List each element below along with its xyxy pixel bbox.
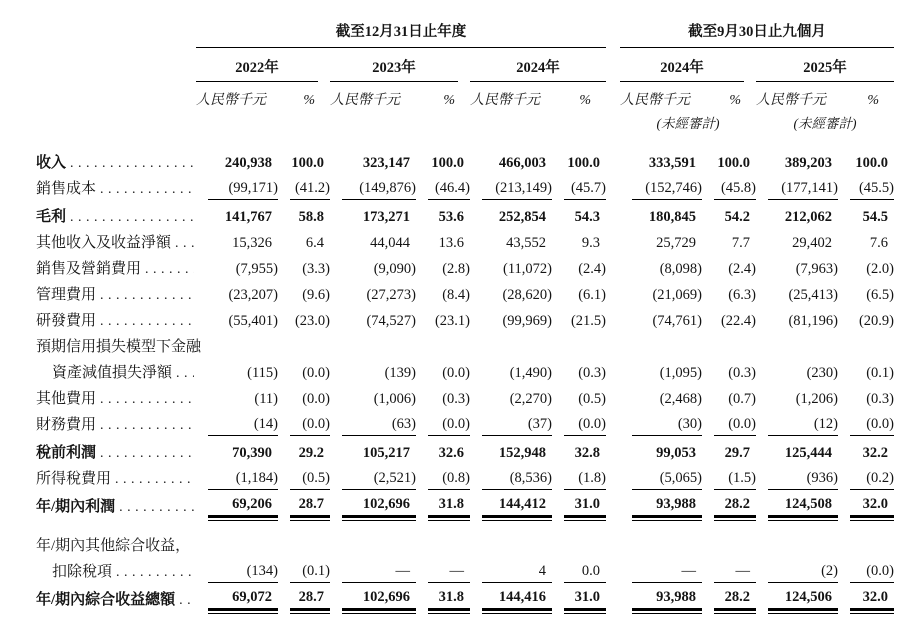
cell-pct-2024: (45.7) <box>564 177 606 200</box>
row-label <box>36 148 196 174</box>
cell-amt-2025: (177,141) <box>768 177 838 200</box>
dot-leader <box>119 500 194 516</box>
dot-leader <box>70 156 194 172</box>
row-label <box>36 228 196 254</box>
cell-amt-2024: (8,536) <box>482 467 552 490</box>
cell-pct-2022: (0.5) <box>290 467 330 490</box>
table-row <box>36 254 913 280</box>
row-label <box>36 464 196 490</box>
cell-amt-2025: (25,413) <box>788 286 838 303</box>
table-header-units-row <box>36 89 913 109</box>
row-label-text: 管理費用 <box>36 286 97 303</box>
cell-amt-2024: 466,003 <box>498 154 546 171</box>
cell-pct-2024: 54.3 <box>574 208 600 225</box>
table-row <box>36 464 913 490</box>
row-label <box>36 254 196 280</box>
row-label <box>36 202 196 228</box>
dot-leader <box>100 446 194 462</box>
cell-amt-2024-9m: 25,729 <box>656 234 696 251</box>
table-row <box>36 557 913 583</box>
table-row <box>36 585 913 611</box>
cell-pct-2023: 53.6 <box>438 208 464 225</box>
cell-pct-2022: 100.0 <box>291 154 324 171</box>
dot-leader <box>176 366 194 382</box>
cell-pct-2024: 32.8 <box>574 444 600 461</box>
cell-pct-2023: 100.0 <box>431 154 464 171</box>
table-row <box>36 306 913 332</box>
cell-amt-2024: (99,969) <box>502 312 552 329</box>
cell-pct-2023: 31.8 <box>428 493 470 518</box>
cell-pct-2023: 13.6 <box>438 234 464 251</box>
cell-amt-2023: (139) <box>384 364 416 381</box>
cell-amt-2025: (936) <box>768 467 838 490</box>
cell-pct-2024: (2.4) <box>578 260 606 277</box>
cell-pct-2022: (23.0) <box>294 312 330 329</box>
cell-amt-2023: (74,527) <box>366 312 416 329</box>
cell-amt-2024-9m: (8,098) <box>659 260 702 277</box>
table-row <box>36 228 913 254</box>
cell-pct-2023: 32.6 <box>438 444 464 461</box>
row-label <box>36 531 196 557</box>
cell-pct-2024-9m: (45.8) <box>714 177 756 200</box>
cell-pct-2024-9m: (1.5) <box>714 467 756 490</box>
cell-pct-2025: 54.5 <box>862 208 888 225</box>
cell-amt-2022: (134) <box>208 560 278 583</box>
cell-amt-2024: (11,072) <box>503 260 552 277</box>
row-label-text: 預期信用損失模型下金融 <box>36 338 202 355</box>
cell-amt-2025: (2) <box>768 560 838 583</box>
row-label-text: 其他收入及收益淨額 <box>36 234 172 251</box>
cell-pct-2024: 31.0 <box>564 493 606 518</box>
cell-amt-2024-9m: 333,591 <box>648 154 696 171</box>
cell-pct-2024: 0.0 <box>564 560 606 583</box>
period-title-annual: 截至12月31日止年度 <box>196 20 606 48</box>
cell-amt-2025: 124,506 <box>768 586 838 611</box>
cell-pct-2024-9m: (6.3) <box>728 286 756 303</box>
cell-amt-2023: 323,147 <box>362 154 410 171</box>
table-row <box>36 174 913 200</box>
table-row <box>36 358 913 384</box>
cell-pct-2025: (0.1) <box>866 364 894 381</box>
row-label <box>36 384 196 410</box>
unit-label: 人民幣千元 <box>756 93 826 108</box>
cell-pct-2024: (21.5) <box>570 312 606 329</box>
cell-pct-2024-9m: (0.0) <box>714 413 756 436</box>
dot-leader <box>179 593 194 609</box>
cell-pct-2022: (0.0) <box>302 364 330 381</box>
unit-label: 人民幣千元 <box>470 93 540 108</box>
cell-pct-2024-9m: 7.7 <box>731 234 750 251</box>
cell-amt-2022: 69,206 <box>208 493 278 518</box>
unaudited-note: (未經審計) <box>656 116 720 131</box>
cell-pct-2024: 9.3 <box>581 234 600 251</box>
cell-amt-2025: 212,062 <box>784 208 832 225</box>
cell-amt-2025: (81,196) <box>788 312 838 329</box>
row-label <box>36 280 196 306</box>
cell-amt-2024-9m: (152,746) <box>632 177 702 200</box>
cell-amt-2024: 4 <box>482 560 552 583</box>
cell-amt-2025: (230) <box>806 364 838 381</box>
year-header-2023: 2023年 <box>330 56 458 82</box>
cell-amt-2022: 70,390 <box>232 444 272 461</box>
cell-amt-2022: (99,171) <box>208 177 278 200</box>
cell-pct-2024-9m: 54.2 <box>724 208 750 225</box>
period-title-nine-months: 截至9月30日止九個月 <box>620 20 894 48</box>
cell-pct-2024-9m: (0.3) <box>728 364 756 381</box>
cell-amt-2024-9m: (74,761) <box>652 312 702 329</box>
row-label-text: 所得稅費用 <box>36 470 112 487</box>
table-header-period-row <box>36 20 913 48</box>
cell-pct-2025: (0.0) <box>850 560 894 583</box>
row-label <box>36 492 196 518</box>
cell-pct-2024: (0.0) <box>564 413 606 436</box>
cell-amt-2024: (213,149) <box>482 177 552 200</box>
row-label <box>36 306 196 332</box>
cell-pct-2023: (0.0) <box>442 364 470 381</box>
cell-amt-2024-9m: (1,095) <box>659 364 702 381</box>
cell-pct-2024: (1.8) <box>564 467 606 490</box>
percent-label: % <box>867 93 879 108</box>
cell-pct-2024-9m: 100.0 <box>717 154 750 171</box>
dot-leader <box>116 565 194 581</box>
table-row <box>36 410 913 436</box>
cell-amt-2024-9m: (5,065) <box>632 467 702 490</box>
cell-pct-2025: (2.0) <box>866 260 894 277</box>
row-label-text: 毛利 <box>36 208 67 225</box>
cell-amt-2024: (37) <box>482 413 552 436</box>
cell-pct-2022: 6.4 <box>305 234 324 251</box>
row-label-text: 銷售成本 <box>36 180 97 197</box>
cell-amt-2025: 29,402 <box>792 234 832 251</box>
income-statement-body <box>36 148 913 611</box>
cell-amt-2023: 173,271 <box>362 208 410 225</box>
cell-amt-2022: 15,326 <box>232 234 272 251</box>
cell-amt-2022: (55,401) <box>228 312 278 329</box>
cell-amt-2022: (23,207) <box>228 286 278 303</box>
table-row <box>36 384 913 410</box>
row-label <box>36 174 196 200</box>
cell-pct-2023: (2.8) <box>442 260 470 277</box>
percent-label: % <box>579 93 591 108</box>
row-label-text: 財務費用 <box>36 416 97 433</box>
cell-pct-2023: 31.8 <box>428 586 470 611</box>
cell-amt-2022: 69,072 <box>208 586 278 611</box>
row-label <box>36 438 196 464</box>
cell-amt-2024-9m: 99,053 <box>656 444 696 461</box>
cell-pct-2023: (8.4) <box>442 286 470 303</box>
cell-pct-2024-9m: (22.4) <box>720 312 756 329</box>
dot-leader <box>100 392 194 408</box>
cell-pct-2022: 29.2 <box>298 444 324 461</box>
cell-amt-2023: 105,217 <box>362 444 410 461</box>
percent-label: % <box>729 93 741 108</box>
dot-leader <box>100 418 194 434</box>
cell-pct-2022: (9.6) <box>302 286 330 303</box>
cell-amt-2022: (1,184) <box>208 467 278 490</box>
cell-pct-2025: (6.5) <box>866 286 894 303</box>
cell-amt-2024: 152,948 <box>498 444 546 461</box>
table-row <box>36 332 913 358</box>
table-row <box>36 148 913 174</box>
cell-amt-2023: (9,090) <box>373 260 416 277</box>
percent-label: % <box>303 93 315 108</box>
cell-pct-2022: (0.0) <box>302 390 330 407</box>
cell-amt-2025: 125,444 <box>784 444 832 461</box>
cell-pct-2024: 100.0 <box>567 154 600 171</box>
cell-pct-2022: (3.3) <box>302 260 330 277</box>
cell-amt-2024-9m: — <box>632 560 702 583</box>
cell-amt-2023: 44,044 <box>370 234 410 251</box>
table-row <box>36 280 913 306</box>
cell-amt-2024: 252,854 <box>498 208 546 225</box>
cell-amt-2024: 144,412 <box>482 493 552 518</box>
table-row <box>36 531 913 557</box>
dot-leader <box>175 236 194 252</box>
cell-pct-2024-9m: (2.4) <box>728 260 756 277</box>
row-label <box>36 585 196 611</box>
cell-amt-2024-9m: (21,069) <box>652 286 702 303</box>
cell-amt-2023: (149,876) <box>342 177 416 200</box>
cell-pct-2023: (0.0) <box>428 413 470 436</box>
cell-pct-2025: 7.6 <box>869 234 888 251</box>
table-row <box>36 202 913 228</box>
cell-pct-2022: 28.7 <box>290 493 330 518</box>
cell-amt-2023: — <box>342 560 416 583</box>
cell-amt-2023: (27,273) <box>366 286 416 303</box>
table-row <box>36 492 913 518</box>
year-header-2022: 2022年 <box>196 56 318 82</box>
cell-pct-2025: (0.2) <box>850 467 894 490</box>
row-label-text: 稅前利潤 <box>36 444 97 461</box>
cell-pct-2024-9m: — <box>714 560 756 583</box>
percent-label: % <box>443 93 455 108</box>
cell-pct-2025: (45.5) <box>850 177 894 200</box>
row-label-text: 扣除稅項 <box>52 563 113 580</box>
cell-amt-2024-9m: 93,988 <box>632 586 702 611</box>
cell-amt-2025: (12) <box>768 413 838 436</box>
dot-leader <box>145 262 194 278</box>
cell-pct-2024: (6.1) <box>578 286 606 303</box>
cell-pct-2022: (0.0) <box>290 413 330 436</box>
cell-pct-2024: (0.3) <box>578 364 606 381</box>
cell-amt-2024-9m: (30) <box>632 413 702 436</box>
cell-amt-2024: (28,620) <box>502 286 552 303</box>
year-header-2024-9m: 2024年 <box>620 56 744 82</box>
cell-pct-2023: (23.1) <box>434 312 470 329</box>
unaudited-note: (未經審計) <box>793 116 857 131</box>
row-label <box>36 358 196 384</box>
cell-amt-2023: (2,521) <box>342 467 416 490</box>
cell-pct-2024-9m: (0.7) <box>728 390 756 407</box>
cell-pct-2025: 32.2 <box>862 444 888 461</box>
row-label-text: 資產減值損失淨額 <box>52 364 173 381</box>
cell-amt-2024-9m: (2,468) <box>659 390 702 407</box>
dot-leader <box>100 288 194 304</box>
cell-pct-2025: (0.0) <box>850 413 894 436</box>
row-label-text: 研發費用 <box>36 312 97 329</box>
row-label <box>36 410 196 436</box>
cell-amt-2023: 102,696 <box>342 493 416 518</box>
cell-amt-2024-9m: 93,988 <box>632 493 702 518</box>
table-header-note-row <box>36 112 913 132</box>
cell-pct-2024: 31.0 <box>564 586 606 611</box>
row-label <box>36 332 202 358</box>
dot-leader <box>115 472 194 488</box>
cell-pct-2025: 100.0 <box>855 154 888 171</box>
year-header-2025-9m: 2025年 <box>756 56 894 82</box>
row-label-text: 年/期內其他綜合收益， <box>36 537 191 554</box>
dot-leader <box>100 314 194 330</box>
row-label-text: 年/期內利潤 <box>36 498 116 515</box>
cell-amt-2022: (115) <box>247 364 278 381</box>
unit-label: 人民幣千元 <box>330 93 400 108</box>
cell-pct-2022: (0.1) <box>290 560 330 583</box>
cell-amt-2023: (63) <box>342 413 416 436</box>
cell-amt-2022: 141,767 <box>224 208 272 225</box>
cell-pct-2025: (20.9) <box>858 312 894 329</box>
row-label-text: 銷售及營銷費用 <box>36 260 142 277</box>
row-label <box>36 557 196 583</box>
cell-pct-2022: 58.8 <box>298 208 324 225</box>
table-row <box>36 438 913 464</box>
cell-amt-2024: 43,552 <box>506 234 546 251</box>
cell-pct-2025: 32.0 <box>850 493 894 518</box>
cell-amt-2023: (1,006) <box>373 390 416 407</box>
cell-pct-2024-9m: 28.2 <box>714 493 756 518</box>
cell-amt-2023: 102,696 <box>342 586 416 611</box>
cell-pct-2022: (41.2) <box>290 177 330 200</box>
cell-amt-2024: 144,416 <box>482 586 552 611</box>
cell-amt-2022: (11) <box>254 390 278 407</box>
cell-amt-2024-9m: 180,845 <box>648 208 696 225</box>
cell-amt-2025: 124,508 <box>768 493 838 518</box>
cell-pct-2024-9m: 29.7 <box>724 444 750 461</box>
unit-label: 人民幣千元 <box>196 93 266 108</box>
row-label-text: 年/期內綜合收益總額 <box>36 591 176 608</box>
cell-amt-2024: (2,270) <box>509 390 552 407</box>
cell-amt-2022: (14) <box>208 413 278 436</box>
dot-leader <box>100 182 194 198</box>
cell-amt-2024: (1,490) <box>509 364 552 381</box>
cell-pct-2023: (0.8) <box>428 467 470 490</box>
cell-amt-2022: (7,955) <box>235 260 278 277</box>
row-label-text: 其他費用 <box>36 390 97 407</box>
table-header-year-row <box>36 56 913 82</box>
cell-amt-2025: (7,963) <box>795 260 838 277</box>
cell-pct-2023: (46.4) <box>428 177 470 200</box>
cell-pct-2023: — <box>428 560 470 583</box>
cell-pct-2024-9m: 28.2 <box>714 586 756 611</box>
cell-pct-2022: 28.7 <box>290 586 330 611</box>
cell-amt-2022: 240,938 <box>224 154 272 171</box>
year-header-2024: 2024年 <box>470 56 606 82</box>
row-label-text: 收入 <box>36 154 67 171</box>
unit-label: 人民幣千元 <box>620 93 690 108</box>
cell-pct-2023: (0.3) <box>442 390 470 407</box>
cell-pct-2025: 32.0 <box>850 586 894 611</box>
cell-pct-2025: (0.3) <box>866 390 894 407</box>
cell-amt-2025: 389,203 <box>784 154 832 171</box>
dot-leader <box>70 210 194 226</box>
cell-amt-2025: (1,206) <box>795 390 838 407</box>
cell-pct-2024: (0.5) <box>578 390 606 407</box>
